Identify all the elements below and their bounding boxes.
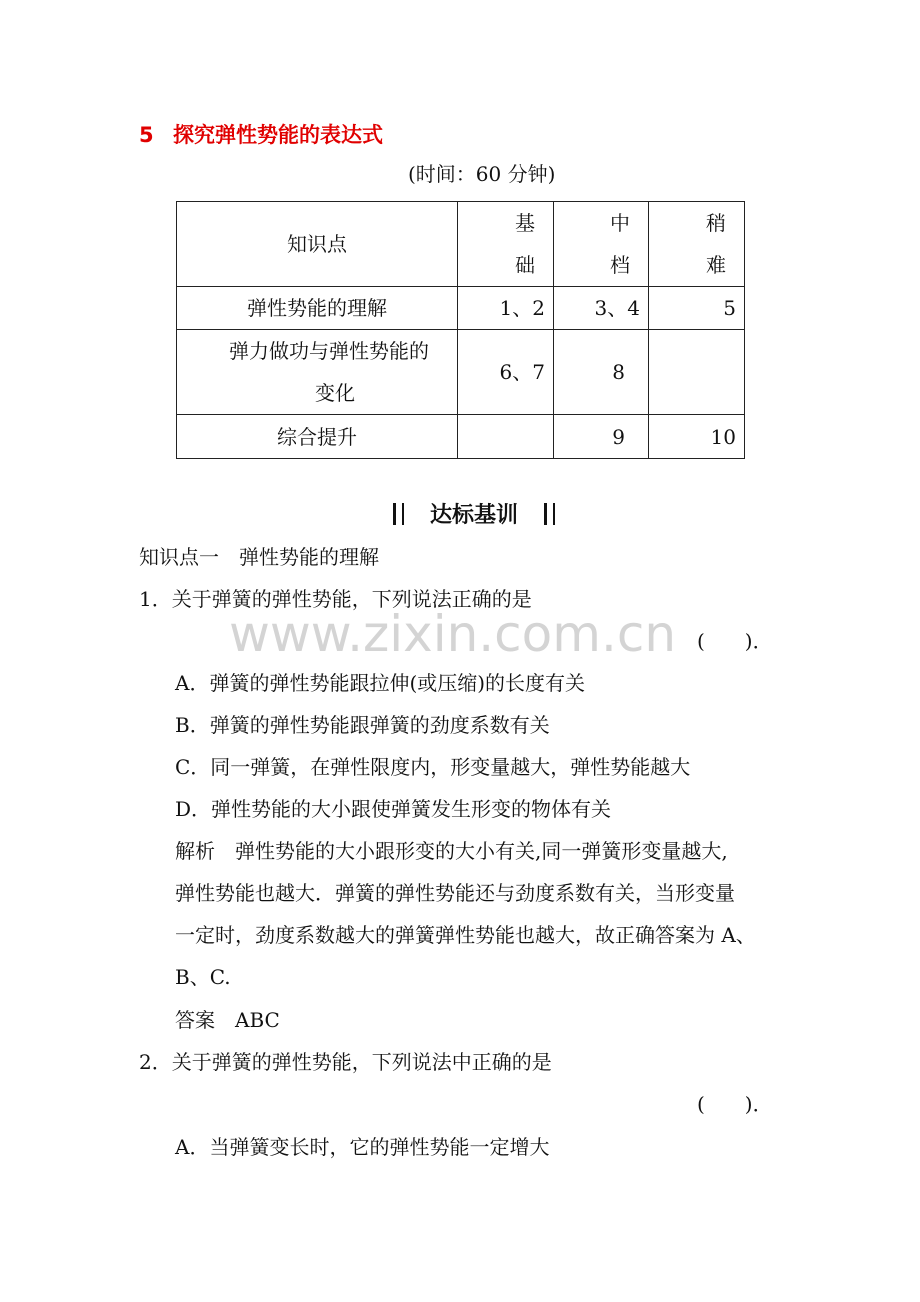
row3-hard: 10 — [649, 415, 745, 459]
q1-analysis-line2: 弹性势能也越大．弹簧的弹性势能还与劲度系数有关，当形变量 — [175, 881, 735, 905]
header-hard-char1: 稍 — [706, 211, 726, 235]
banner-text: 达标基训 — [430, 503, 519, 528]
header-basic-char2: 础 — [515, 253, 535, 277]
row1-basic: 1、2 — [458, 287, 554, 330]
q1-analysis-line1: 解析 弹性势能的大小跟形变的大小有关,同一弹簧形变量越大, — [175, 839, 728, 863]
table-header-row — [177, 202, 745, 287]
knowledge-point-heading: 知识点一 弹性势能的理解 — [139, 545, 379, 569]
section-title — [139, 121, 383, 149]
row2-topic — [177, 330, 458, 415]
header-medium-char1: 中 — [610, 211, 630, 235]
table-row — [177, 415, 745, 459]
header-hard-char2: 难 — [706, 253, 726, 277]
header-basic — [458, 202, 554, 287]
header-topic: 知识点 — [177, 202, 458, 287]
q1-answer-blank: ( )． — [697, 629, 773, 653]
row3-basic — [458, 415, 554, 459]
q2-answer-blank: ( )． — [697, 1092, 773, 1116]
q1-option-b: B．弹簧的弹性势能跟弹簧的劲度系数有关 — [175, 713, 550, 737]
section-title-text: 探究弹性势能的表达式 — [173, 123, 383, 147]
header-medium-char2: 档 — [610, 253, 630, 277]
row1-medium: 3、4 — [554, 287, 649, 330]
banner-right-bar — [544, 503, 555, 525]
q1-option-c: C．同一弹簧，在弹性限度内，形变量越大，弹性势能越大 — [175, 755, 691, 779]
q1-analysis-line3: 一定时，劲度系数越大的弹簧弹性势能也越大，故正确答案为 A、 — [175, 923, 756, 947]
header-medium — [554, 202, 649, 287]
q2-option-a: A．当弹簧变长时，它的弹性势能一定增大 — [175, 1135, 550, 1159]
table-row — [177, 287, 745, 330]
knowledge-table — [176, 201, 745, 459]
q1-stem: 1．关于弹簧的弹性势能，下列说法正确的是 — [139, 587, 532, 611]
q1-answer: 答案 ABC — [175, 1008, 280, 1032]
row2-topic-line1: 弹力做功与弹性势能的 — [229, 339, 429, 363]
row2-hard — [649, 330, 745, 415]
row1-topic: 弹性势能的理解 — [177, 287, 458, 330]
q2-stem: 2．关于弹簧的弹性势能，下列说法中正确的是 — [139, 1050, 552, 1074]
banner-left-bar — [393, 503, 404, 525]
row2-topic-line2: 变化 — [315, 381, 355, 405]
section-number: 5 — [139, 123, 154, 147]
watermark-text: www.zixin.com.cn — [229, 605, 677, 663]
time-note: (时间：60 分钟) — [408, 162, 556, 186]
header-basic-char1: 基 — [515, 211, 535, 235]
q1-option-d: D．弹性势能的大小跟使弹簧发生形变的物体有关 — [175, 797, 612, 821]
q1-analysis-line4: B、C. — [175, 965, 231, 989]
row3-medium: 9 — [554, 415, 649, 459]
row2-basic: 6、7 — [458, 330, 554, 415]
row1-hard: 5 — [649, 287, 745, 330]
section-banner — [393, 501, 555, 531]
q1-option-a: A．弹簧的弹性势能跟拉伸(或压缩)的长度有关 — [175, 671, 586, 695]
table-row — [177, 330, 745, 415]
header-hard — [649, 202, 745, 287]
row2-medium: 8 — [554, 330, 649, 415]
row3-topic: 综合提升 — [177, 415, 458, 459]
